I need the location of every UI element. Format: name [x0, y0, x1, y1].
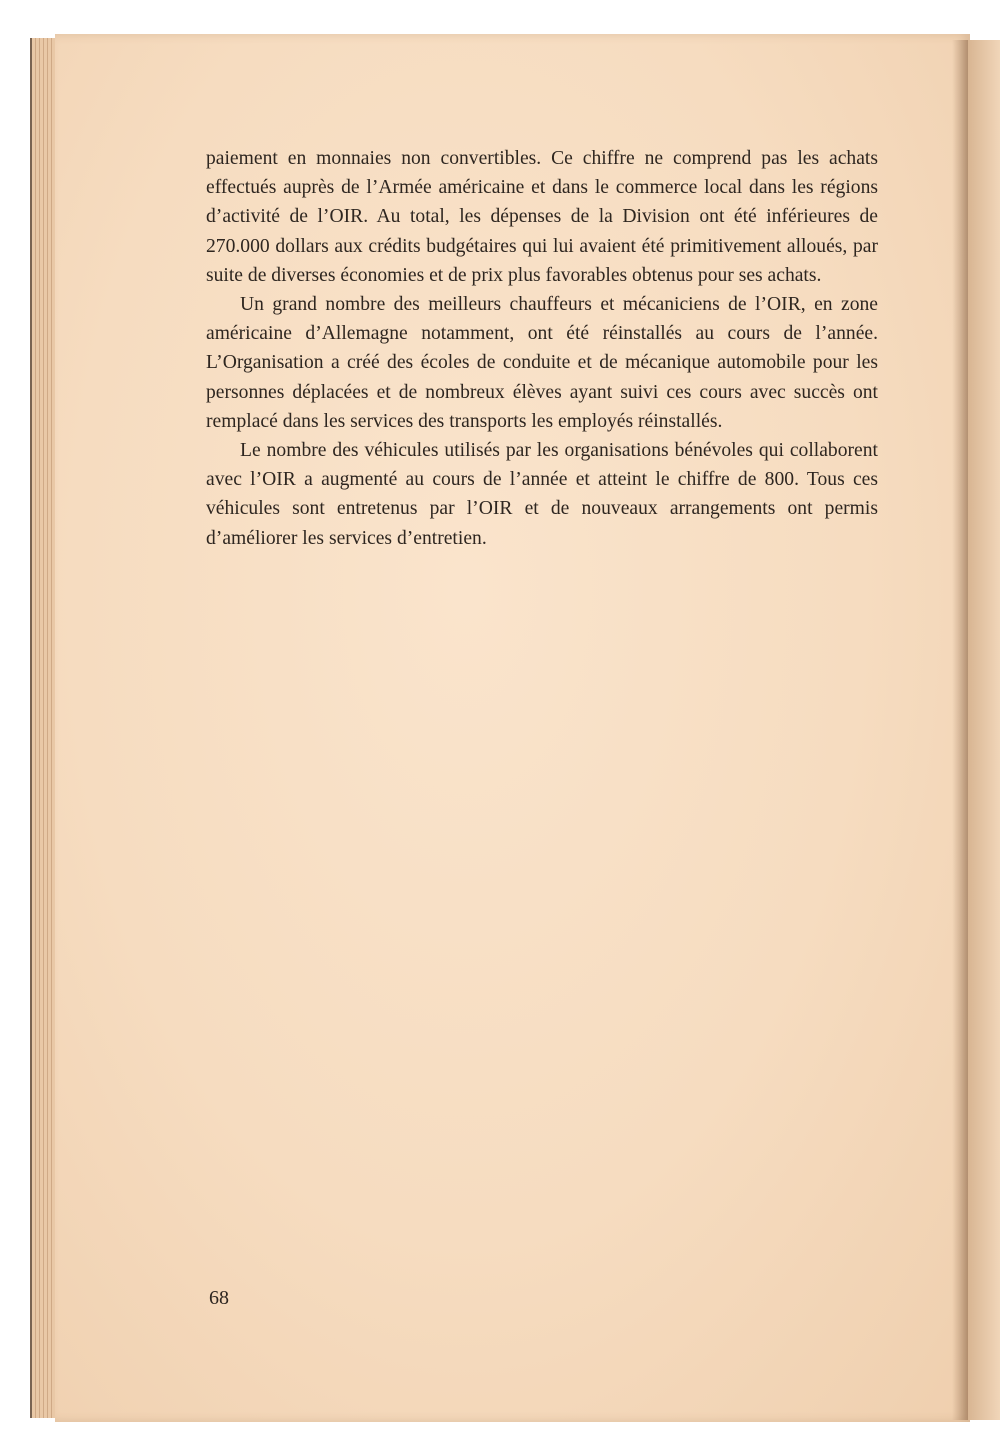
page-number: 68: [209, 1287, 229, 1309]
paragraph-1: paiement en monnaies non convertibles. Ce chiffre ne comprend pas les achats effectués auprès de l’Armée américaine et dans le commerce local dans les régions d’activité de l’OIR. Au total, les dépenses de la Division ont été inférieures de 270.000 dollars aux crédits budgétaires qui lui avaient été primitivement alloués, par suite de diverses économies et de prix plus favorables obtenus pour ses achats.: [206, 148, 878, 286]
paragraph-2: Un grand nombre des meilleurs chauffeurs et mécaniciens de l’OIR, en zone américaine d’Allemagne notamment, ont été réinstallés au cours de l’année. L’Organisation a créé des écoles de conduite et de mécanique automobile pour les personnes déplacées et de nombreux élèves ayant suivi ces cours avec succès ont remplacé dans les services des transports les employés réinstallés.: [206, 294, 878, 432]
body-text: [206, 144, 878, 553]
facing-page-edge: [968, 40, 1000, 1420]
paragraph-3: Le nombre des véhicules utilisés par les organisations bénévoles qui collaborent avec l’OIR a augmenté au cours de l’année et atteint le chiffre de 800. Tous ces véhicules sont entretenus par l’OIR et de nouveaux arrangements ont permis d’améliorer les services d’entretien.: [206, 440, 878, 549]
